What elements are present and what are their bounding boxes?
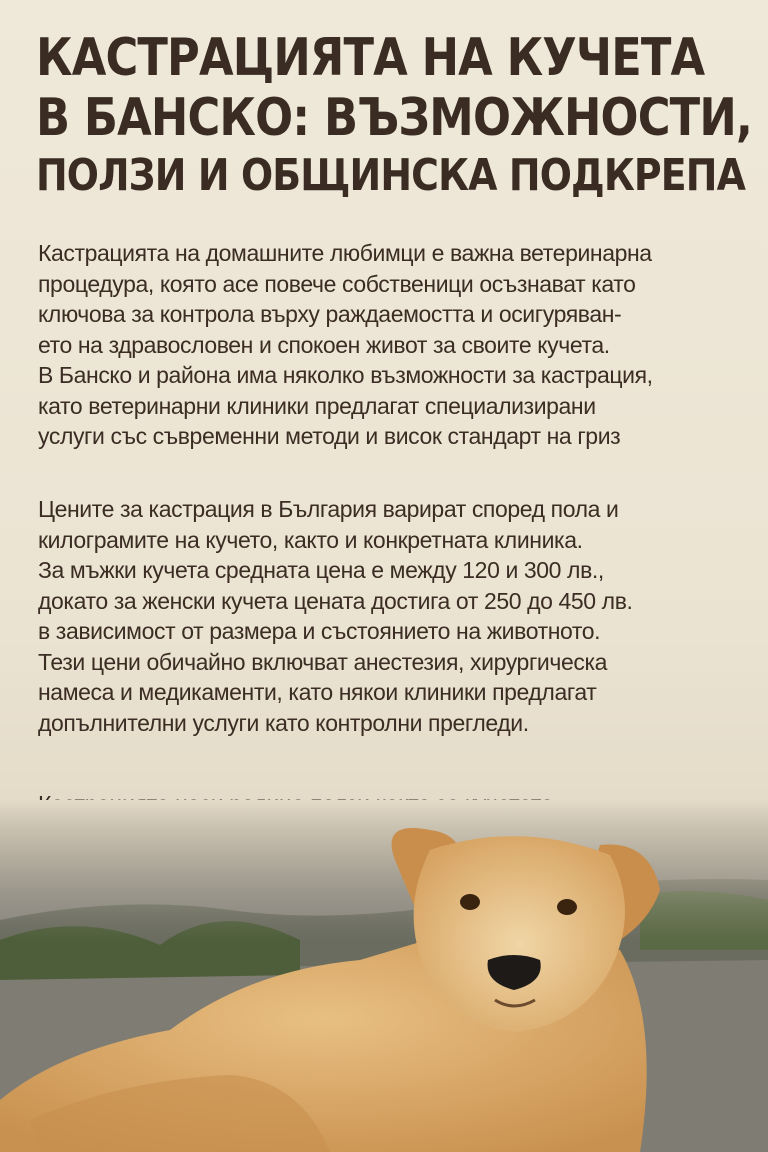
text-line: докато за женски кучета цената достига от 250 до 450 лв. [38,587,633,614]
text-line: ето на здравословен и спокоен живот за своите кучета. [38,331,610,358]
title-line-1: КАСТРАЦИЯТА НА КУЧЕТА [36,28,705,88]
title-line-3: ПОЛЗИ И ОБЩИНСКА ПОДКРЕПА [36,150,746,201]
text-line: Тези цени обичайно включват анестезия, хирургическа [38,648,608,675]
paragraph-prices [38,494,758,738]
text-line: в зависимост от размера и състоянието на животното. [38,618,601,644]
text-line: Кастрацията на домашните любимци е важна ветеринарна [38,240,652,266]
article-title [36,28,756,204]
text-line: допълнителни услуги като контролни прегледи. [38,709,529,736]
paragraph-intro [38,238,758,452]
title-line-2: В БАНСКО: ВЪЗМОЖНОСТИ, [36,88,753,148]
dog-photo [0,800,768,1152]
text-line: процедура, която асе повече собственици осъзнават като [38,270,636,297]
text-line: Цените за кастрация в България варират според пола и [38,496,619,522]
text-line: услуги със съвременни методи и висок стандарт на гриз [38,423,621,449]
text-line: намеса и медикаменти, като някои клиники предлагат [38,679,597,705]
text-line: като ветеринарни клиники предлагат специализирани [38,392,596,419]
text-line: килограмите на кучето, както и конкретната клиника. [38,526,583,553]
text-line: За мъжки кучета средната цена е между 120 и 300 лв., [38,557,604,583]
text-line: ключова за контрола върху раждаемостта и осигуряван- [38,301,622,327]
text-line: В Банско и района има няколко възможности за кастрация, [38,362,653,388]
